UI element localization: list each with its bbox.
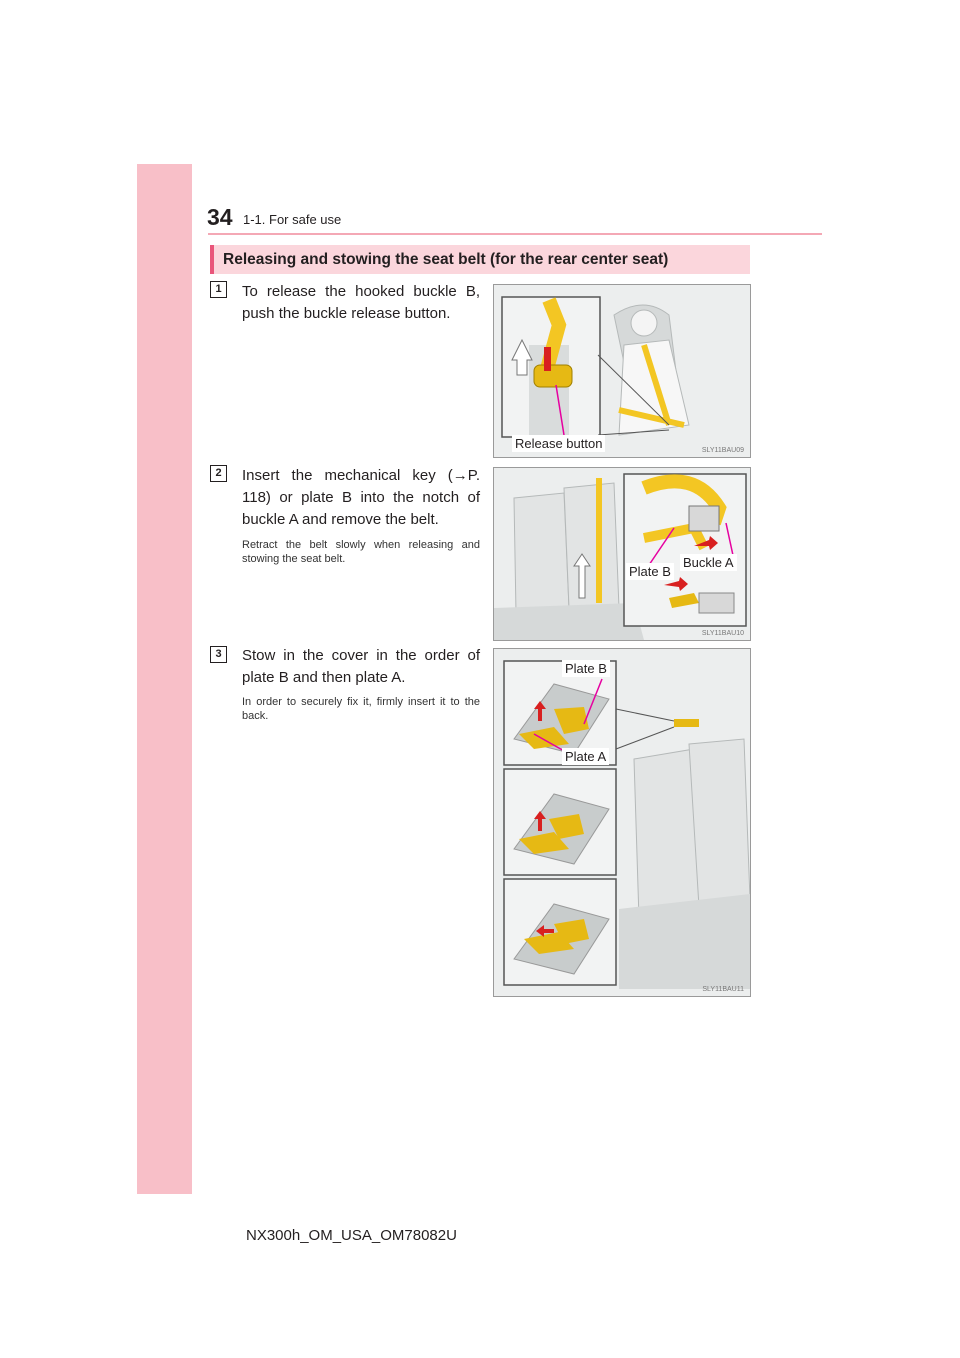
label-plate-a: Plate A [562, 748, 609, 765]
chapter-title: 1-1. For safe use [243, 212, 342, 227]
figure-code: SLY11BAU09 [701, 447, 744, 454]
step-text: To release the hooked buckle B, push the buckle release button. [242, 283, 480, 322]
illustration [494, 285, 750, 457]
step-text: Insert the mechanical key (→P. 118) or plate B into the notch of buckle A and remove the belt. [242, 467, 480, 528]
figure-code: SLY11BAU10 [701, 630, 744, 637]
step-text: Stow in the cover in the order of plate B and then plate A. [242, 647, 480, 686]
label-buckle-a: Buckle A [680, 554, 737, 571]
figure-code: SLY11BAU11 [702, 986, 744, 993]
label-release-button: Release button [512, 435, 605, 452]
section-accent [210, 245, 214, 274]
page-number: 34 [207, 204, 233, 230]
figure-release-button [493, 284, 751, 458]
section-title: Releasing and stowing the seat belt (for the rear center seat) [223, 251, 669, 268]
chapter-sidebar-tab [137, 164, 192, 1194]
figure-stow-cover [493, 648, 751, 997]
step-note: In order to securely fix it, firmly insert it to the back. [242, 696, 480, 722]
step-number: 2 [210, 465, 227, 482]
label-plate-b: Plate B [562, 660, 610, 677]
label-plate-b: Plate B [626, 563, 674, 580]
step-note: Retract the belt slowly when releasing and stowing the seat belt. [242, 539, 480, 565]
step-number: 3 [210, 646, 227, 663]
figure-buckle-release [493, 467, 751, 641]
header-rule [208, 233, 822, 235]
step-number: 1 [210, 281, 227, 298]
illustration [494, 649, 750, 996]
document-id: NX300h_OM_USA_OM78082U [246, 1227, 457, 1244]
